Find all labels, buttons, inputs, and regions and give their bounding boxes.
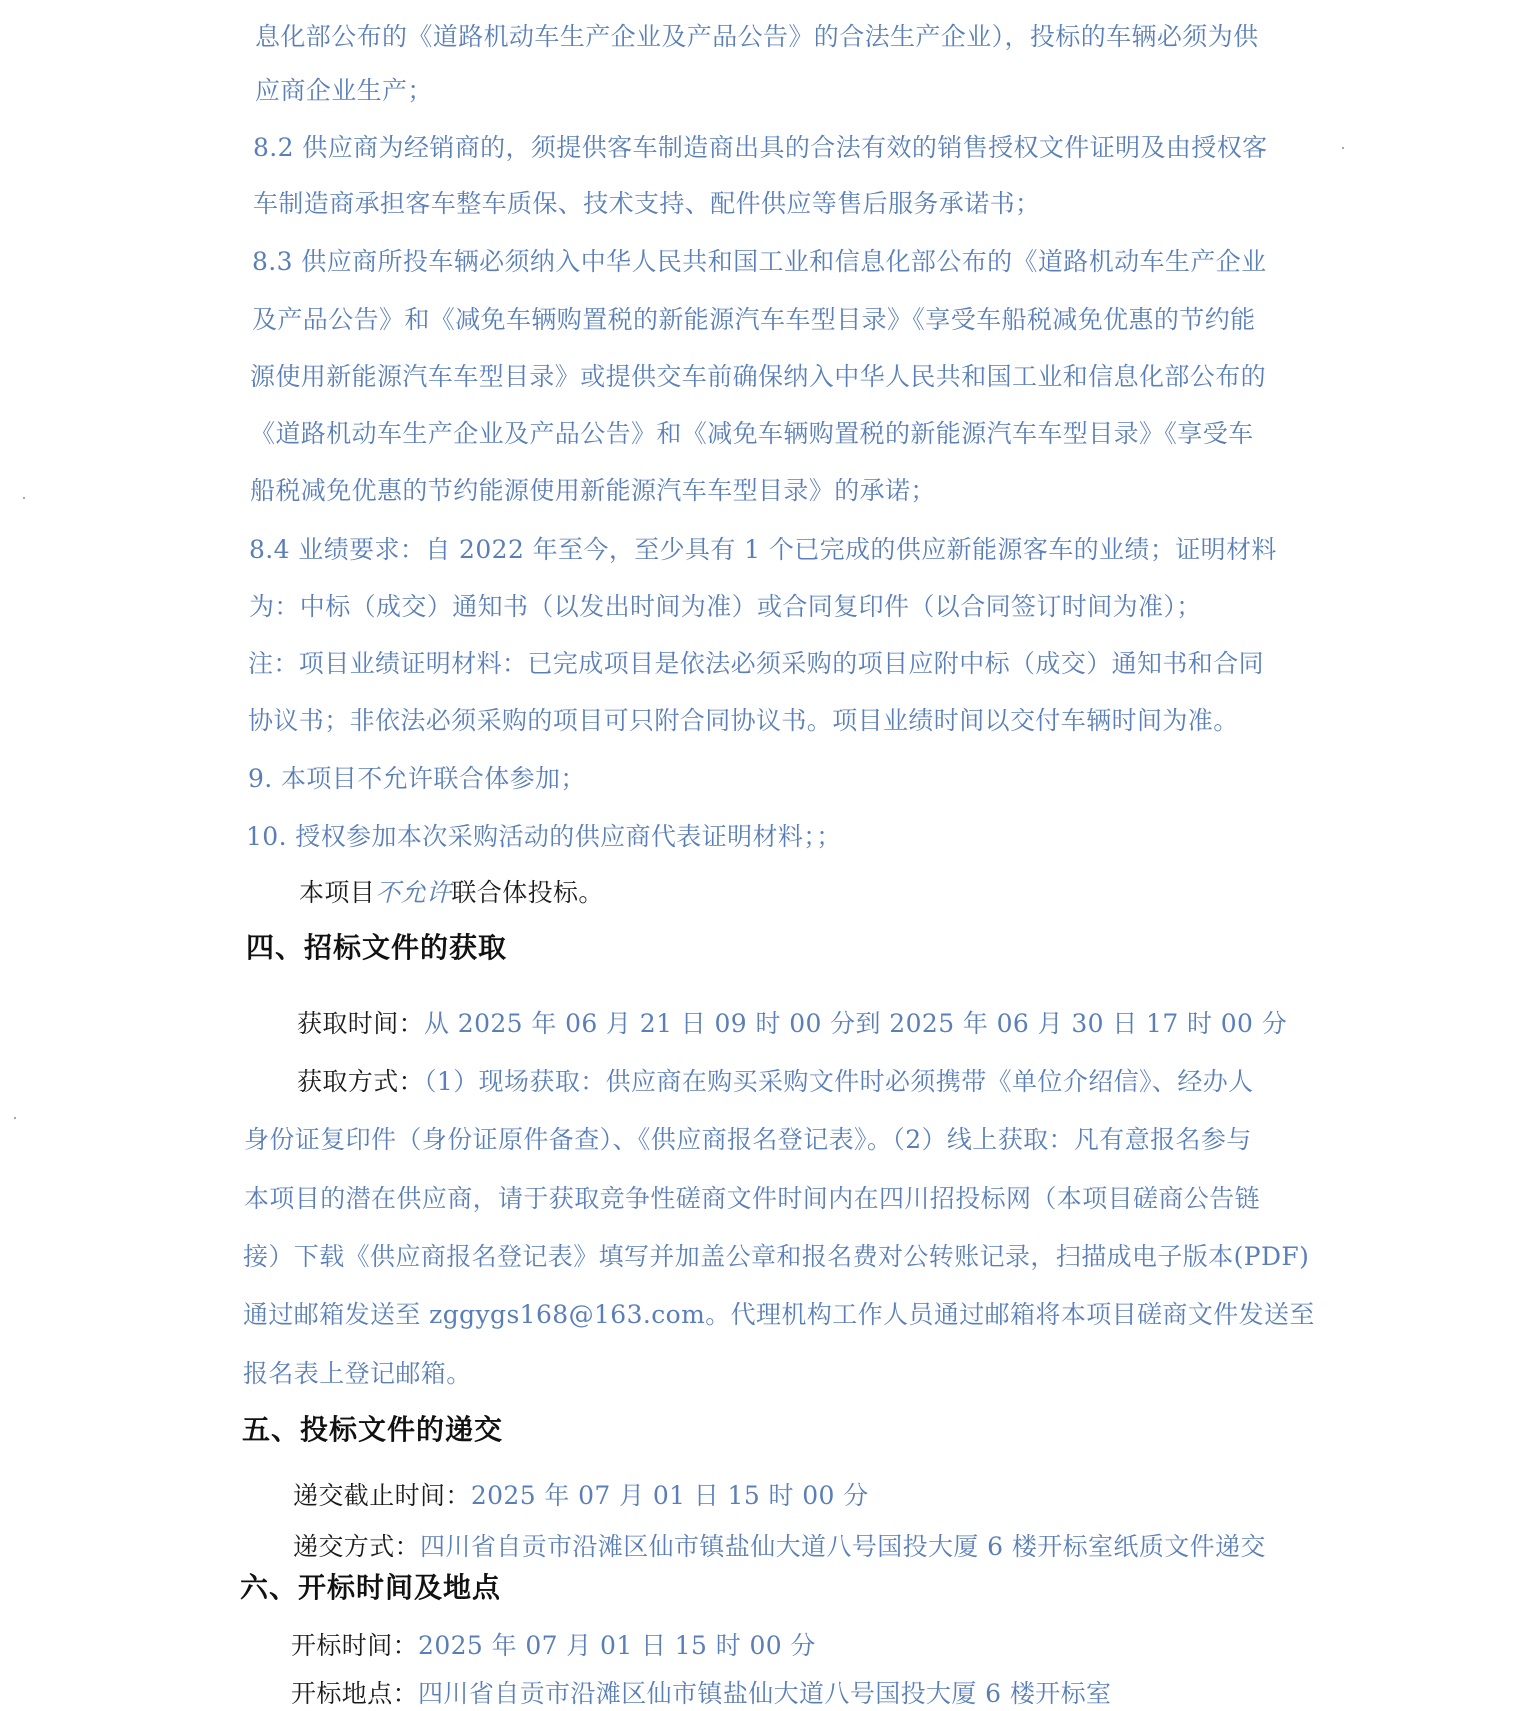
body-line: 息化部公布的《道路机动车生产企业及产品公告》的合法生产企业），投标的车辆必须为供: [255, 22, 1259, 51]
body-line: 及产品公告》和《减免车辆购置税的新能源汽车车型目录》《享受车船税减免优惠的节约能: [252, 305, 1256, 334]
body-line: 《道路机动车生产企业及产品公告》和《减免车辆购置税的新能源汽车车型目录》《享受车: [250, 419, 1254, 448]
body-line: 应商企业生产；: [255, 76, 433, 105]
body-line: 9. 本项目不允许联合体参加；: [248, 764, 586, 793]
body-line: 为：中标（成交）通知书（以发出时间为准）或合同复印件（以合同签订时间为准）；: [249, 592, 1202, 621]
body-line: 报名表上登记邮箱。: [243, 1359, 472, 1388]
section-heading-6: 六、开标时间及地点: [240, 1571, 502, 1604]
acquisition-method: 获取方式：（1）现场获取：供应商在购买采购文件时必须携带《单位介绍信》、经办人: [297, 1067, 1254, 1096]
consortium-statement: 本项目不允许联合体投标。: [299, 878, 604, 907]
body-line: 接）下载《供应商报名登记表》填写并加盖公章和报名费对公转账记录，扫描成电子版本(PDF): [243, 1242, 1310, 1271]
body-line: 源使用新能源汽车车型目录》或提供交车前确保纳入中华人民共和国工业和信息化部公布的: [250, 362, 1267, 391]
opening-place: 开标地点：四川省自贡市沿滩区仙市镇盐仙大道八号国投大厦 6 楼开标室: [291, 1679, 1112, 1708]
section-heading-5: 五、投标文件的递交: [242, 1413, 504, 1446]
scan-speck: [14, 1117, 16, 1119]
scan-speck: [1342, 147, 1344, 149]
scan-speck: [23, 497, 25, 499]
body-line: 通过邮箱发送至 zggygs168@163.com。代理机构工作人员通过邮箱将本项目磋商文件发送至: [243, 1300, 1315, 1329]
body-line: 身份证复印件（身份证原件备查）、《供应商报名登记表》。（2）线上获取：凡有意报名参与: [244, 1125, 1252, 1154]
body-line: 8.4 业绩要求：自 2022 年至今，至少具有 1 个已完成的供应新能源客车的业绩；证明材料: [249, 535, 1277, 564]
body-line: 本项目的潜在供应商，请于获取竞争性磋商文件时间内在四川招投标网（本项目磋商公告链: [244, 1184, 1261, 1213]
opening-time: 开标时间：2025 年 07 月 01 日 15 时 00 分: [291, 1631, 816, 1660]
body-line: 8.2 供应商为经销商的，须提供客车制造商出具的合法有效的销售授权文件证明及由授权客: [253, 133, 1268, 162]
submission-method: 递交方式：四川省自贡市沿滩区仙市镇盐仙大道八号国投大厦 6 楼开标室纸质文件递交: [293, 1532, 1266, 1561]
acquisition-time: 获取时间：从 2025 年 06 月 21 日 09 时 00 分到 2025 年 06 月 30 日 17 时 00 分: [297, 1009, 1288, 1038]
body-line: 车制造商承担客车整车质保、技术支持、配件供应等售后服务承诺书；: [253, 189, 1041, 218]
body-line: 10. 授权参加本次采购活动的供应商代表证明材料；；: [246, 822, 842, 851]
body-line: 协议书；非依法必须采购的项目可只附合同协议书。项目业绩时间以交付车辆时间为准。: [248, 706, 1239, 735]
section-heading-4: 四、招标文件的获取: [246, 931, 508, 964]
submission-deadline: 递交截止时间：2025 年 07 月 01 日 15 时 00 分: [293, 1481, 869, 1510]
consortium-value: 不允许: [375, 878, 452, 907]
body-line: 8.3 供应商所投车辆必须纳入中华人民共和国工业和信息化部公布的《道路机动车生产企业: [252, 247, 1267, 276]
body-line: 船税减免优惠的节约能源使用新能源汽车车型目录》的承诺；: [250, 476, 936, 505]
body-line: 注：项目业绩证明材料：已完成项目是依法必须采购的项目应附中标（成交）通知书和合同: [248, 649, 1265, 678]
